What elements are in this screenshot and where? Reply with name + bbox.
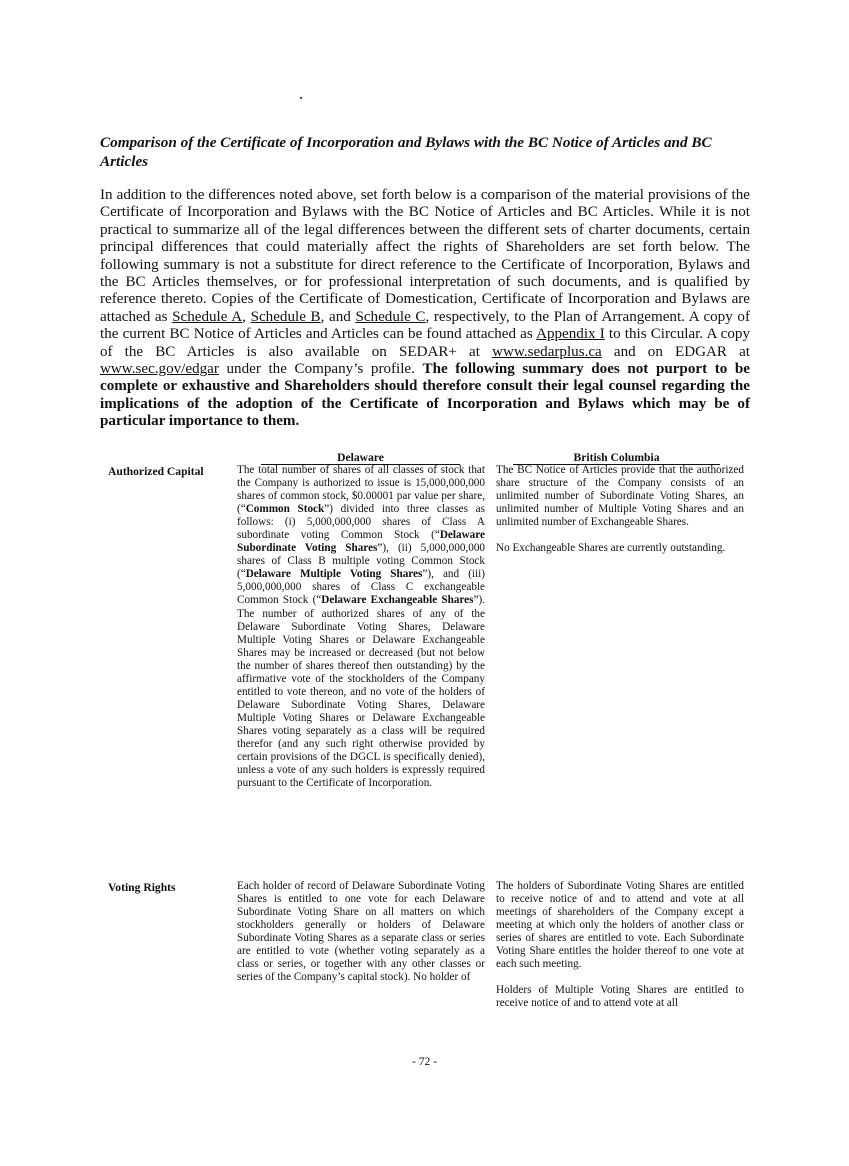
cell-text: ”). The number of authorized shares of any of the Delaware Subordinate Voting Shares, Delaware Multiple Voting Shares or Delaware Exchangeable Shares may be increased or decreased (but not below the number of shares thereof then outstanding) by the affirmative vote of the stockholders of the Company entitled to vote thereon, and no vote of the holders of Delaware Subordinate Voting Shares, Delaware Multiple Voting Shares or Delaware Exchangeable Shares voting separately as a class will be required therefor (and any such right otherwise provided by certain provisions of the DGCL is specifically denied), unless a vote of any such holders is expressly required pursuant to the Certificate of Incorporation. [237,594,486,790]
intro-text: under the Company’s profile. [218,361,423,378]
row-label-authorized-capital: Authorized Capital [108,465,204,478]
intro-text: , and [320,308,356,325]
row-label-voting-rights: Voting Rights [108,881,176,894]
cell-delaware-voting-rights [237,880,485,984]
defined-term: Delaware Subordinate Voting Shares [237,529,485,555]
page-number: - 72 - [411,1055,438,1068]
column-header-delaware: Delaware [261,451,460,465]
link-appendix-i[interactable]: Appendix I [536,326,605,343]
intro-bold-disclaimer: The following summary does not purport to be complete or exhaustive and Shareholders should therefore consult their legal counsel regarding the implications of the adoption of the Certificate of Incorporation and Bylaws which may be of particular importance to them. [100,361,750,430]
cell-text: ”) divided into three classes as follows: (i) 5,000,000,000 shares of Class A subordinate voting Common Stock (“ [237,503,485,542]
cell-delaware-authorized-capital [237,464,485,790]
cell-text: Each holder of record of Delaware Subordinate Voting Shares is entitled to one vote for each Delaware Subordinate Voting Share on all matters on which stockholders generally or holders of Delaware Subordinate Voting Shares as a separate class or series are entitled to vote (whether voting separately as a class or series, or together with any other classes or series of the Company’s capital stock). No holder of [237,880,485,984]
intro-text: and on EDGAR at [601,343,750,360]
section-title: Comparison of the Certificate of Incorporation and Bylaws with the BC Notice of Articles and BC Articles [100,134,712,170]
defined-term: Common Stock [245,503,325,516]
link-schedule-a[interactable]: Schedule A [172,308,243,325]
column-header-british-columbia: British Columbia [513,451,720,465]
stray-dot [300,97,302,99]
link-schedule-b[interactable]: Schedule B [250,308,321,325]
cell-text: ”), and (iii) 5,000,000,000 shares of Class C exchangeable Common Stock (“ [237,568,485,607]
link-edgar[interactable]: www.sec.gov/edgar [100,361,219,378]
link-schedule-c[interactable]: Schedule C [355,308,426,325]
link-sedar[interactable]: www.sedarplus.ca [492,343,602,360]
intro-text: to this Circular. A copy of the BC Articles is also available on SEDAR+ at [100,326,750,360]
cell-bc-authorized-capital [496,464,744,555]
bc-voting-paragraph-1: The holders of Subordinate Voting Shares are entitled to receive notice of and to attend and vote at all meetings of shareholders of the Company except a meeting at which only the holders of another class or series of shares are entitled to vote. Each Subordinate Voting Share entitles the holder thereof to one vote at each such meeting. [496,880,744,971]
intro-paragraph [100,187,750,431]
bc-authorized-paragraph-2: No Exchangeable Shares are currently outstanding. [496,542,726,555]
bc-voting-paragraph-2: Holders of Multiple Voting Shares are entitled to receive notice of and to attend vote at all [496,984,744,1010]
cell-text: ”), (ii) 5,000,000,000 shares of Class B multiple voting Common Stock (“ [237,542,486,581]
cell-bc-voting-rights [496,880,744,1010]
intro-text: , respectively, to the Plan of Arrangement. A copy of the current BC Notice of Articles and Articles can be found attached as [100,308,750,343]
intro-text: , [242,308,251,325]
cell-text: The total number of shares of all classes of stock that the Company is authorized to issue is 15,000,000,000 shares of common stock, $0.00001 par value per share, (“ [237,464,485,516]
defined-term: Delaware Exchangeable Shares [321,594,474,607]
defined-term: Delaware Multiple Voting Shares [245,568,423,581]
bc-authorized-paragraph-1: The BC Notice of Articles provide that the authorized share structure of the Company consists of an unlimited number of Subordinate Voting Shares, an unlimited number of Multiple Voting Shares and an unlimited number of Exchangeable Shares. [496,464,744,529]
intro-text: In addition to the differences noted above, set forth below is a comparison of the material provisions of the Certificate of Incorporation and Bylaws with the BC Notice of Articles and BC Articles. While it is not practical to summarize all of the legal differences between the different sets of charter documents, certain principal differences that could materially affect the rights of Shareholders are set forth below. The following summary is not a substitute for direct reference to the Certificate of Incorporation, Bylaws and the BC Articles themselves, or for professional interpretation of such documents, and is qualified by reference thereto. Copies of the Certificate of Domestication, Certificate of Incorporation and Bylaws are attached as [100,187,750,325]
